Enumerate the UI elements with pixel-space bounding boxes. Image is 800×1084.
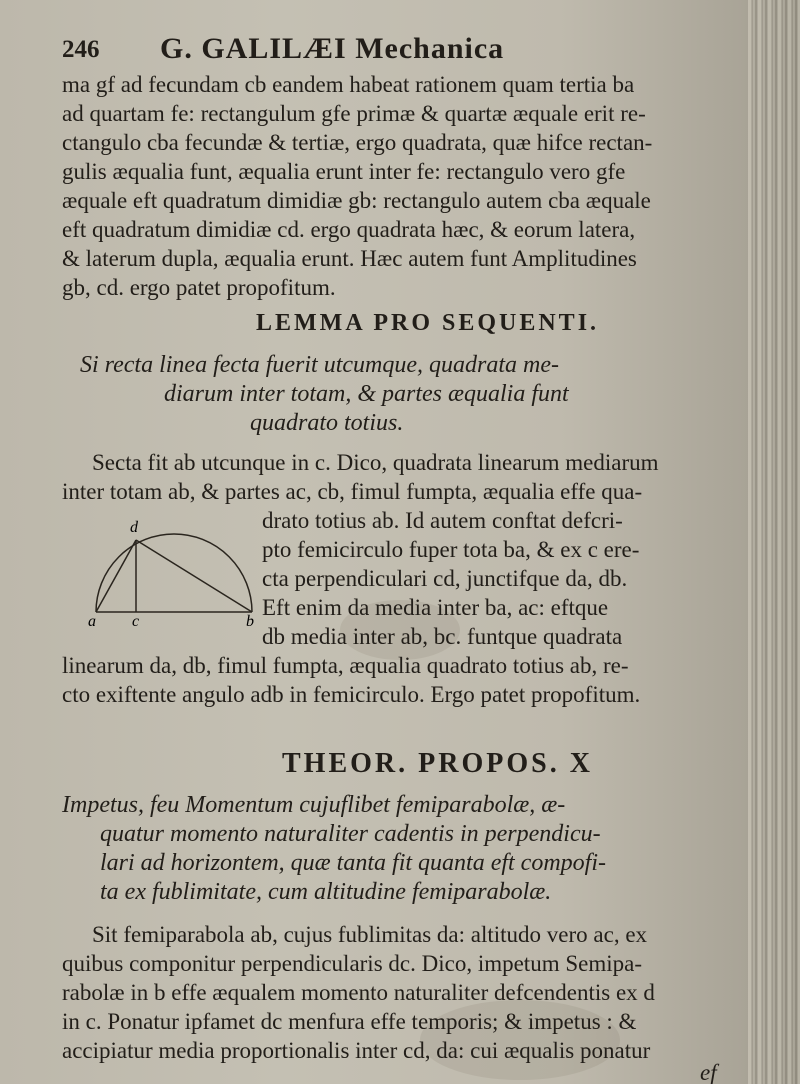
text-line: in c. Ponatur ipfamet dc menfura effe temporis; & impetus : &	[62, 1009, 637, 1034]
text-line: linearum da, db, fimul fumpta, æqualia quadrato totius ab, re-	[62, 653, 629, 678]
text-line: drato totius ab. Id autem conftat defcri-	[262, 508, 623, 533]
chord-db	[136, 540, 252, 612]
catchword: ef	[700, 1060, 717, 1084]
text-line: quadrato totius.	[250, 410, 404, 436]
text-line: pto femicirculo fuper tota ba, & ex c ere-	[262, 537, 640, 562]
page-number: 246	[62, 36, 100, 63]
chord-da	[96, 540, 136, 612]
text-line: ta ex fublimitate, cum altitudine femiparabolæ.	[100, 879, 552, 905]
text-line: Si recta linea fecta fuerit utcumque, quadrata me-	[80, 352, 560, 378]
text-line: db media inter ab, bc. funtque quadrata	[262, 624, 623, 649]
text-line: cto exiftente angulo adb in femicirculo. Ergo patet propofitum.	[62, 682, 641, 707]
text-line: Secta fit ab utcunque in c. Dico, quadrata linearum mediarum	[92, 450, 659, 475]
theorem-heading: THEOR. PROPOS. X	[282, 748, 593, 779]
label-b: b	[246, 613, 254, 628]
label-c: c	[132, 613, 140, 628]
text-line: cta perpendiculari cd, junctifque da, db.	[262, 566, 628, 591]
text-line: diarum inter totam, & partes æqualia funt	[164, 381, 569, 407]
semicircle-figure	[88, 508, 258, 628]
text-line: quatur momento naturaliter cadentis in perpendicu-	[100, 821, 601, 847]
text-line: ad quartam fe: rectangulum gfe primæ & quartæ æquale erit re-	[62, 101, 646, 126]
text-line: ma gf ad fecundam cb eandem habeat rationem quam tertia ba	[62, 72, 635, 97]
text-line: Sit femiparabola ab, cujus fublimitas da: altitudo vero ac, ex	[92, 922, 648, 947]
text-line: inter totam ab, & partes ac, cb, fimul fumpta, æqualia effe qua-	[62, 479, 643, 504]
text-line: rabolæ in b effe æqualem momento naturaliter defcendentis ex d	[62, 980, 655, 1005]
text-line: æquale eft quadratum dimidiæ gb: rectangulo autem cba æquale	[62, 188, 651, 213]
text-line: ctangulo cba fecundæ & tertiæ, ergo quadrata, quæ hifce rectan-	[62, 130, 653, 155]
text-line: quibus componitur perpendicularis dc. Dico, impetum Semipa-	[62, 951, 642, 976]
text-line: accipiatur media proportionalis inter cd, da: cui æqualis ponatur	[62, 1038, 651, 1063]
text-line: Eft enim da media inter ba, ac: eftque	[262, 595, 609, 620]
running-title: G. GALILÆI Mechanica	[160, 32, 505, 65]
text-line: gb, cd. ergo patet propofitum.	[62, 275, 336, 300]
label-a: a	[88, 613, 96, 628]
text-line: & laterum dupla, æqualia erunt. Hæc autem funt Amplitudines	[62, 246, 637, 271]
text-line: gulis æqualia funt, æqualia erunt inter fe: rectangulo vero gfe	[62, 159, 626, 184]
lemma-heading: LEMMA PRO SEQUENTI.	[256, 310, 600, 336]
text-line: lari ad horizontem, quæ tanta fit quanta eft compofi-	[100, 850, 606, 876]
semicircle-arc	[96, 534, 252, 612]
text-line: Impetus, feu Momentum cujuflibet femiparabolæ, æ-	[62, 792, 566, 818]
label-d: d	[130, 519, 138, 536]
text-line: eft quadratum dimidiæ cd. ergo quadrata hæc, & eorum latera,	[62, 217, 636, 242]
